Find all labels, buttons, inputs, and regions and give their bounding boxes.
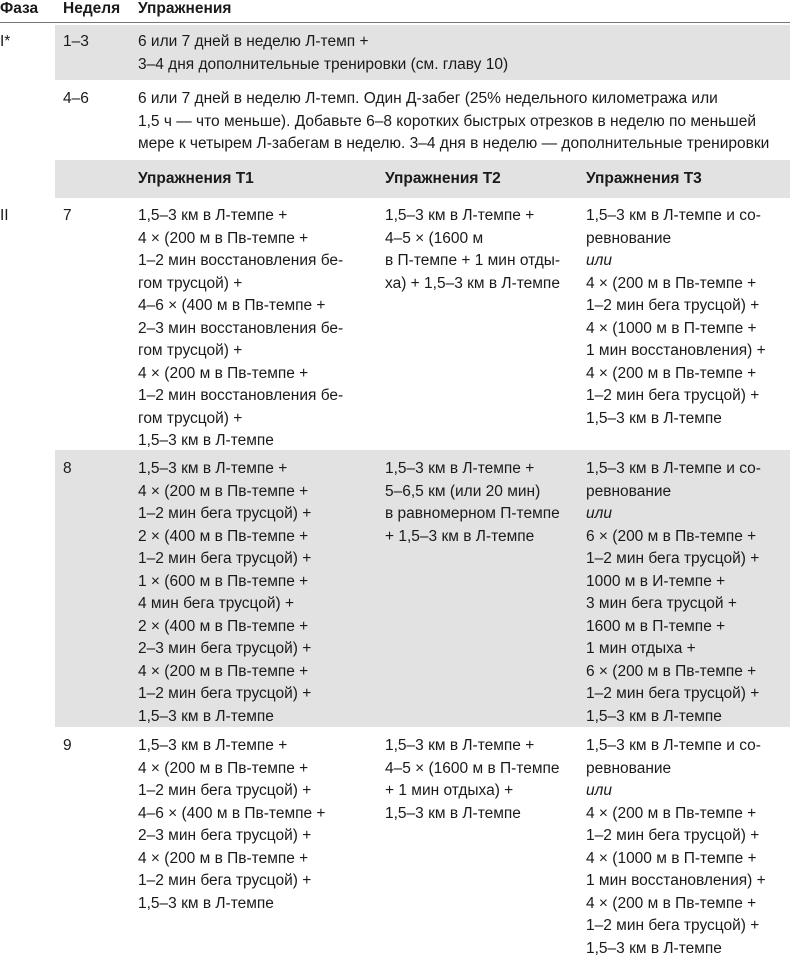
text-line: 1,5–3 км в Л-темпе и со- — [586, 735, 766, 758]
text-line: 2–3 мин бега трусцой) + — [138, 638, 311, 661]
text-line: + 1,5–3 км в Л-темпе — [385, 526, 560, 549]
text-line: 2–3 мин бега трусцой) + — [138, 825, 325, 848]
text-line: 1,5–3 км в Л-темпе и со- — [586, 458, 761, 481]
text-line: 3–4 дня дополнительные тренировки (см. главу 10) — [138, 54, 508, 77]
text-line: 1,5–3 км в Л-темпе — [586, 706, 761, 729]
text-line: 4 × (200 м в Пв-темпе + — [138, 848, 325, 871]
week7-week: 7 — [63, 205, 72, 228]
text-line: 1–2 мин восстановления бе- — [138, 250, 343, 273]
text-line: 4 × (200 м в Пв-темпе + — [138, 758, 325, 781]
week8-t1 — [138, 458, 311, 728]
text-line: 6 × (200 м в Пв-темпе + — [586, 661, 761, 684]
text-line: 1,5–3 км в Л-темпе + — [138, 205, 343, 228]
week7-t1 — [138, 205, 343, 453]
text-line: 2–3 мин восстановления бе- — [138, 318, 343, 341]
text-line: 4 × (200 м в Пв-темпе + — [138, 661, 311, 684]
text-line: 1–2 мин бега трусцой) + — [138, 683, 311, 706]
text-line: ревнование — [586, 758, 766, 781]
text-line: гом трусцой) + — [138, 408, 343, 431]
text-line: 2 × (400 м в Пв-темпе + — [138, 616, 311, 639]
text-line: 1,5–3 км в Л-темпе — [138, 706, 311, 729]
text-line: 1600 м в П-темпе + — [586, 616, 761, 639]
text-line: 1–2 мин восстановления бе- — [138, 385, 343, 408]
phase2-label: II — [0, 205, 9, 228]
text-line: 1,5–3 км в Л-темпе — [138, 893, 325, 916]
text-line: в П-темпе + 1 мин отды- — [385, 250, 560, 273]
week9-week: 9 — [63, 735, 72, 758]
phase1-row1-week: 1–3 — [63, 31, 89, 54]
subheader-t1: Упражнения Т1 — [138, 168, 254, 191]
text-line: 4 × (1000 м в П-темпе + — [586, 318, 766, 341]
text-line: 4 × (200 м в Пв-темпе + — [586, 363, 766, 386]
text-line: 4 мин бега трусцой) + — [138, 593, 311, 616]
text-line: 4–6 × (400 м в Пв-темпе + — [138, 295, 343, 318]
text-line: 1,5–3 км в Л-темпе — [138, 430, 343, 453]
header-week: Неделя — [63, 0, 120, 21]
text-line: в равномерном П-темпе — [385, 503, 560, 526]
header-exercises: Упражнения — [138, 0, 231, 21]
text-line: 1,5 ч — что меньше). Добавьте 6–8 коротких быстрых отрезков в неделю по меньшей — [138, 111, 769, 134]
subheader-t3: Упражнения Т3 — [586, 168, 702, 191]
text-line: 1 мин восстановления) + — [586, 870, 766, 893]
text-line: 1–2 мин бега трусцой) + — [138, 548, 311, 571]
text-line: 6 × (200 м в Пв-темпе + — [586, 526, 761, 549]
header-phase: Фаза — [0, 0, 38, 21]
text-line: 4 × (200 м в Пв-темпе + — [586, 893, 766, 916]
text-line: 2 × (400 м в Пв-темпе + — [138, 526, 311, 549]
text-line: или — [586, 780, 766, 803]
text-line: ревнование — [586, 228, 766, 251]
week8-t3 — [586, 458, 761, 728]
text-line: 5–6,5 км (или 20 мин) — [385, 481, 560, 504]
text-line: или — [586, 250, 766, 273]
text-line: 1,5–3 км в Л-темпе + — [138, 735, 325, 758]
text-line: 1–2 мин бега трусцой) + — [586, 548, 761, 571]
text-line: 6 или 7 дней в неделю Л-темп + — [138, 31, 508, 54]
text-line: 1–2 мин бега трусцой) + — [586, 295, 766, 318]
text-line: 3 мин бега трусцой + — [586, 593, 761, 616]
text-line: 4 × (200 м в Пв-темпе + — [586, 273, 766, 296]
text-line: 1,5–3 км в Л-темпе — [385, 803, 560, 826]
text-line: 1,5–3 км в Л-темпе + — [385, 735, 560, 758]
text-line: 4–5 × (1600 м — [385, 228, 560, 251]
text-line: 1,5–3 км в Л-темпе + — [138, 458, 311, 481]
text-line: 4–6 × (400 м в Пв-темпе + — [138, 803, 325, 826]
phase1-row1-text — [138, 31, 508, 76]
text-line: 1,5–3 км в Л-темпе — [586, 408, 766, 431]
week7-t3 — [586, 205, 766, 430]
text-line: 1,5–3 км в Л-темпе и со- — [586, 205, 766, 228]
text-line: или — [586, 503, 761, 526]
text-line: 1–2 мин бега трусцой) + — [138, 780, 325, 803]
week8-t2 — [385, 458, 560, 548]
header-rule — [0, 22, 790, 23]
text-line: гом трусцой) + — [138, 340, 343, 363]
text-line: 4 × (200 м в Пв-темпе + — [138, 363, 343, 386]
text-line: 1,5–3 км в Л-темпе — [586, 938, 766, 960]
phase1-row2-week: 4–6 — [63, 88, 89, 111]
week7-t2 — [385, 205, 560, 295]
text-line: 1–2 мин бега трусцой) + — [586, 915, 766, 938]
text-line: 1 мин восстановления) + — [586, 340, 766, 363]
text-line: мере к четырем Л-забегам в неделю. 3–4 дня в неделю — дополнительные тренировки — [138, 133, 769, 156]
text-line: 4 × (200 м в Пв-темпе + — [586, 803, 766, 826]
text-line: гом трусцой) + — [138, 273, 343, 296]
week9-t3 — [586, 735, 766, 960]
text-line: 4 × (200 м в Пв-темпе + — [138, 228, 343, 251]
week9-t1 — [138, 735, 325, 915]
text-line: 1–2 мин бега трусцой) + — [586, 825, 766, 848]
text-line: 1 мин отдыха + — [586, 638, 761, 661]
text-line: 1,5–3 км в Л-темпе + — [385, 458, 560, 481]
text-line: 1–2 мин бега трусцой) + — [586, 683, 761, 706]
text-line: 1 × (600 м в Пв-темпе + — [138, 571, 311, 594]
text-line: 1000 м в И-темпе + — [586, 571, 761, 594]
phase1-label: I* — [0, 31, 10, 54]
week9-t2 — [385, 735, 560, 825]
text-line: 4 × (200 м в Пв-темпе + — [138, 481, 311, 504]
text-line: ревнование — [586, 481, 761, 504]
text-line: 1,5–3 км в Л-темпе + — [385, 205, 560, 228]
text-line: 4–5 × (1600 м в П-темпе — [385, 758, 560, 781]
text-line: + 1 мин отдыха) + — [385, 780, 560, 803]
week8-week: 8 — [63, 458, 72, 481]
text-line: 6 или 7 дней в неделю Л-темп. Один Д-забег (25% недельного километража или — [138, 88, 769, 111]
phase1-row2-text — [138, 88, 769, 156]
text-line: 4 × (1000 м в П-темпе + — [586, 848, 766, 871]
text-line: 1–2 мин бега трусцой) + — [138, 503, 311, 526]
text-line: 1–2 мин бега трусцой) + — [586, 385, 766, 408]
subheader-t2: Упражнения Т2 — [385, 168, 501, 191]
text-line: ха) + 1,5–3 км в Л-темпе — [385, 273, 560, 296]
text-line: 1–2 мин бега трусцой) + — [138, 870, 325, 893]
